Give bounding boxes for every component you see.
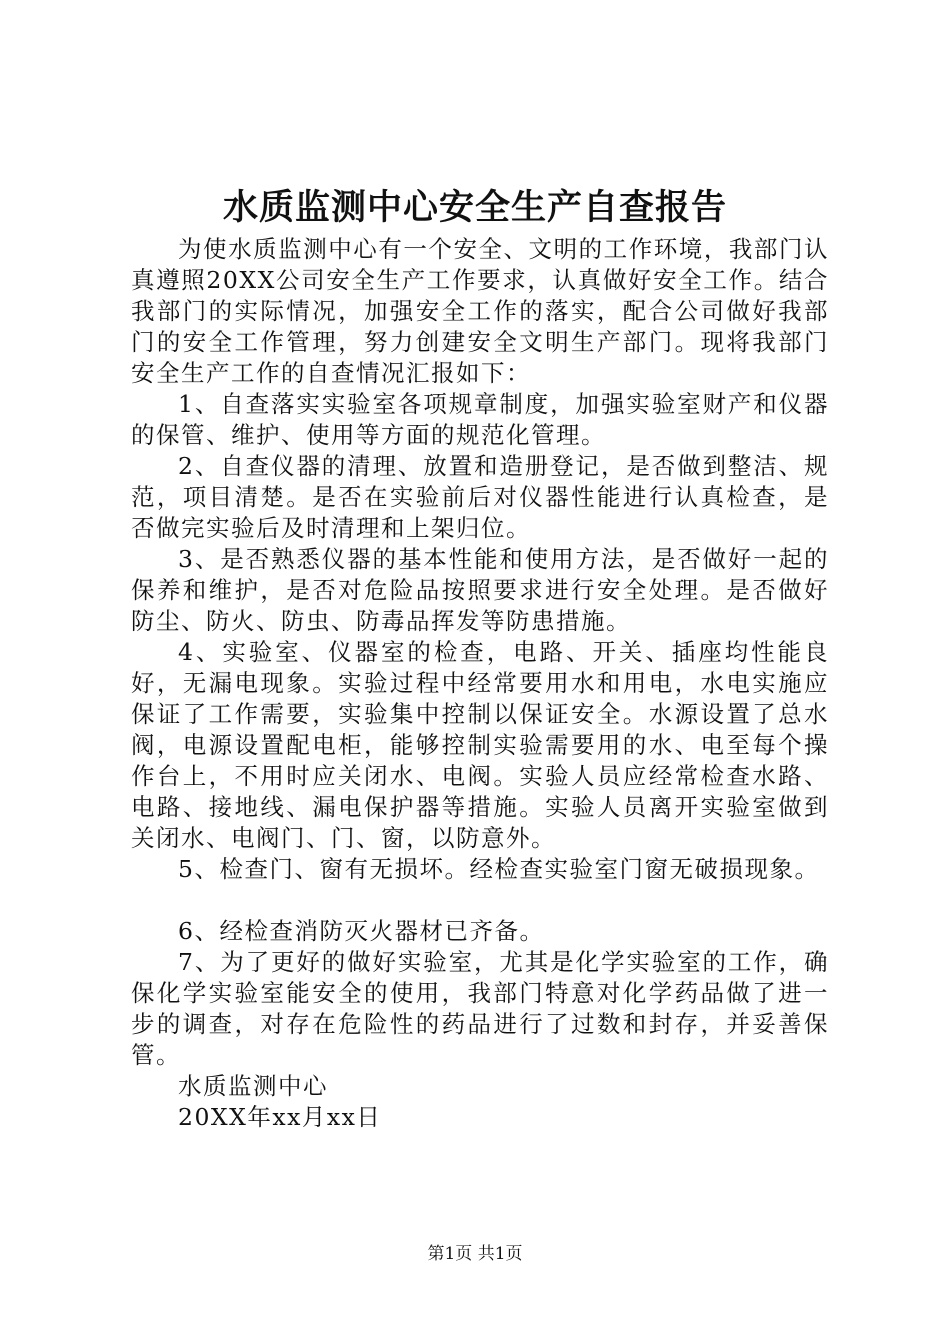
signature-org: 水质监测中心 bbox=[178, 1072, 328, 1100]
signature-date: 20XX年xx月xx日 bbox=[178, 1103, 382, 1131]
item-paragraph-5: 5、检查门、窗有无损坏。经检查实验室门窗无破损现象。 bbox=[178, 855, 820, 883]
item-paragraph-4: 4、实验室、仪器室的检查，电路、开关、插座均性能良好，无漏电现象。实验过程中经常要用水和用电，水电实施应保证了工作需要，实验集中控制以保证安全。水源设置了总水阀，电源设置配电柜，能够控制实验需要用的水、电至每个操作台上，不用时应关闭水、电阀。实验人员应经常检查水路、电路、接地线、漏电保护器等措施。实验人员离开实验室做到关闭水、电阀门、门、窗，以防意外。 bbox=[131, 638, 829, 852]
item-paragraph-2: 2、自查仪器的清理、放置和造册登记，是否做到整洁、规范，项目清楚。是否在实验前后对仪器性能进行认真检查，是否做完实验后及时清理和上架归位。 bbox=[131, 452, 829, 542]
item-paragraph-6: 6、经检查消防灭火器材已齐备。 bbox=[178, 917, 545, 945]
item-paragraph-7: 7、为了更好的做好实验室，尤其是化学实验室的工作，确保化学实验室能安全的使用，我部门特意对化学药品做了进一步的调查，对存在危险性的药品进行了过数和封存，并妥善保管。 bbox=[131, 948, 829, 1069]
item-paragraph-1: 1、自查落实实验室各项规章制度，加强实验室财产和仪器的保管、维护、使用等方面的规范化管理。 bbox=[131, 390, 829, 449]
intro-paragraph: 为使水质监测中心有一个安全、文明的工作环境，我部门认真遵照20XX公司安全生产工作要求，认真做好安全工作。结合我部门的实际情况，加强安全工作的落实，配合公司做好我部门的安全工作管理，努力创建安全文明生产部门。现将我部门安全生产工作的自查情况汇报如下： bbox=[131, 235, 829, 387]
blank-line bbox=[131, 885, 829, 916]
page-footer: 第1页 共1页 bbox=[427, 1244, 523, 1264]
item-paragraph-3: 3、是否熟悉仪器的基本性能和使用方法，是否做好一起的保养和维护，是否对危险品按照要求进行安全处理。是否做好防尘、防火、防虫、防毒品挥发等防患措施。 bbox=[131, 545, 829, 635]
document-title: 水质监测中心安全生产自查报告 bbox=[222, 188, 727, 228]
document-body bbox=[131, 234, 829, 1133]
